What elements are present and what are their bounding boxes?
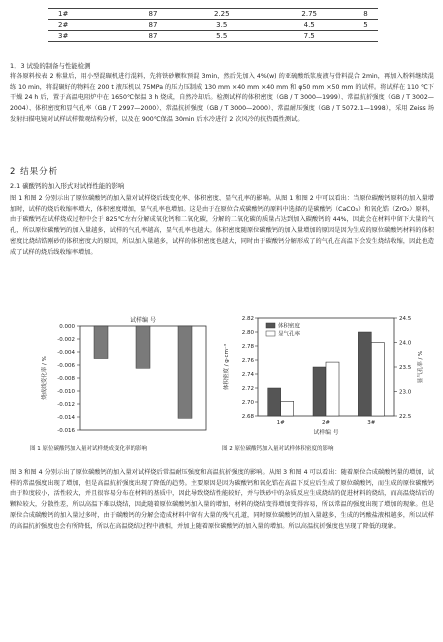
x-tick-label: 2# bbox=[321, 420, 331, 426]
table-cell: 87 bbox=[128, 20, 178, 31]
data-table bbox=[48, 8, 378, 42]
y-tick-label: 0.000 bbox=[59, 324, 75, 330]
y-tick-label: 2.80 bbox=[241, 330, 254, 336]
table-cell: 3# bbox=[48, 31, 128, 42]
table-cell bbox=[353, 31, 378, 42]
table-row bbox=[48, 31, 378, 42]
x-tick-label: 1# bbox=[276, 420, 285, 426]
y-tick-label: -0.014 bbox=[57, 415, 75, 421]
bar bbox=[136, 326, 150, 368]
y-tick-label: 2.74 bbox=[241, 372, 254, 378]
bar bbox=[178, 326, 192, 418]
y-tick-label: 2.68 bbox=[241, 414, 254, 420]
y-axis-label: 体积密度 / g·cm⁻³ bbox=[224, 343, 230, 391]
subsection-heading-2-1: 2.1 碳酸钙的加入形式对试样性能的影响 bbox=[10, 182, 125, 190]
table-cell: 4.5 bbox=[265, 20, 352, 31]
paragraph-2-1-a: 图 1 和图 2 分别示出了原位碳酸钙的加入量对试样烧后线变化率、体积密度、显气孔率的影响。从图 1 和图 2 中可以看出：当原位碳酸钙原料的加入量增加时，试样的烧后收缩率增大，体积密度增加，显气孔率也增加。这是由于在原位合成碳酸钙的原料中选择的是碳酸钙（CaCO₃）和氧化锆（ZrO₂）原料，由于碳酸钙在试样烧成过程中会于 825℃左右分解成氧化钙和二氧化碳，分解的二氧化碳的质量占达到加入碳酸钙的 44%，因此会在材料中留下大量的气孔，所以原位碳酸钙的加入量越多，试样的气孔率越高，显气孔率也越大。体积密度随原位碳酸钙的加入量增加的原因是因为生成的原位碳酸钙材料的体积密度比烧结锆刚砂的体积密度大的原因，所以加入量越多，试样的体积密度也越大，同时由于碳酸钙分解形成了的气孔在高温下会发生烧结收缩，因此也造成了试样的烧后线收缩率增加。 bbox=[10, 195, 434, 256]
table-cell: 5 bbox=[353, 20, 378, 31]
y-tick-label: -0.006 bbox=[57, 363, 75, 369]
table-cell: 7.5 bbox=[265, 31, 352, 42]
y-tick-label: -0.004 bbox=[57, 350, 75, 356]
bar-density bbox=[313, 367, 326, 416]
section-heading-2: 2 结果分析 bbox=[10, 167, 59, 177]
y2-tick-label: 23.0 bbox=[399, 389, 412, 396]
y2-axis-label: 显气孔率 / % bbox=[418, 350, 424, 384]
table-cell: 87 bbox=[128, 31, 178, 42]
y-tick-label: -0.012 bbox=[57, 402, 75, 408]
x-tick-label: 3# bbox=[367, 420, 376, 426]
y-tick-label: -0.002 bbox=[57, 337, 75, 343]
table-row bbox=[48, 20, 378, 31]
table-cell: 2.75 bbox=[265, 9, 352, 20]
table-cell: 1# bbox=[48, 9, 128, 20]
legend-label: 显气孔率 bbox=[278, 331, 301, 338]
y-tick-label: -0.010 bbox=[57, 389, 75, 395]
figure-1-caption: 图 1 原位碳酸钙加入量对试样烧成变化率的影响 bbox=[30, 446, 147, 452]
table-cell: 3.5 bbox=[178, 20, 265, 31]
legend-swatch bbox=[266, 331, 275, 336]
bar-porosity bbox=[371, 343, 384, 417]
bar-density bbox=[268, 388, 281, 416]
y-tick-label: 2.70 bbox=[241, 400, 254, 406]
y2-tick-label: 22.5 bbox=[399, 414, 412, 420]
y-tick-label: 2.82 bbox=[241, 316, 254, 322]
figure-2-chart bbox=[218, 312, 428, 440]
y-tick-label: 2.78 bbox=[241, 344, 254, 350]
table-cell: 87 bbox=[128, 9, 178, 20]
y2-tick-label: 23.5 bbox=[399, 365, 412, 371]
table-cell: 5.5 bbox=[178, 31, 265, 42]
y-tick-label: 2.72 bbox=[241, 386, 254, 392]
y-axis-label: 烧成线变化率 / % bbox=[42, 356, 48, 400]
bar-porosity bbox=[281, 401, 294, 416]
bar-density bbox=[358, 332, 371, 416]
y-tick-label: -0.016 bbox=[57, 428, 75, 434]
bar-porosity bbox=[326, 362, 339, 416]
figure-1-chart bbox=[28, 312, 218, 440]
y2-tick-label: 24.5 bbox=[399, 316, 412, 322]
legend-label: 体积密度 bbox=[278, 323, 301, 330]
table-row bbox=[48, 9, 378, 20]
x-axis-label: 试样编 号 bbox=[313, 430, 339, 436]
figure-2-caption: 图 2 原位碳酸钙加入量对试样体积密度的影响 bbox=[222, 446, 334, 452]
chart-title: 试样编 号 bbox=[130, 317, 156, 324]
paragraph-1-3: 将各原料按表 2 称量后，用小型混碾机进行混料，先将铁砂颗粒预混 3min，然后先加入 4%(w) 的亚硫酸纸浆废液与骨料混合 2min，再加入粉料继续混练 10 min，将混碾好的物料在 200 t 液压机以 75MPa 的压力压制成 130 mm ×40 mm ×40 mm 和 φ50 mm ×50 mm 的试样。将试样在 110 ℃下干燥 24 h 后，置于高温电阻炉中在 1650℃保温 3 h 烧成，自然冷却后。检测试样的体积密度（GB / T 3000—1999）、常温抗折强度（GB / T 3002—2004）、体积密度和显气孔率（GB / T 2997—2000）、常温抗折强度（GB / T 3000—2000）、常温耐压强度（GB / T 5072.1—1998），采用 Zeiss 场发射扫描电镜对试样试样微观结构分析，以及在 900℃保温 30min 后水冷进行 2 次风冷的抗热震性测试。 bbox=[10, 73, 434, 123]
legend-swatch bbox=[266, 323, 275, 328]
table-cell: 2# bbox=[48, 20, 128, 31]
y2-tick-label: 24.0 bbox=[399, 340, 412, 347]
table-cell: 8 bbox=[353, 9, 378, 20]
y-tick-label: -0.008 bbox=[57, 376, 75, 382]
table-cell: 2.25 bbox=[178, 9, 265, 20]
paragraph-2-1-b: 图 3 和图 4 分别示出了原位碳酸钙的加入量对试样烧后常温耐压强度和高温抗折强度的影响。从图 3 和图 4 可以看出：随着原位合成碳酸钙量的增加，试样的常温强度出现了增加，但是高温抗折强度出现了降低的趋势。主要原因是因为碳酸钙和氧化锆在高温下反应后生成了原位碳酸钙，而生成的原位碳酸钙由于粒度较小，活性较大，并且很容易分布在材料的基质中，因此导致烧结性能较好，并与铁砂中的杂质反应生成烧结的促进材料的烧结，而高温烧结后的颗粒较大，分散性差，所以高温下难以烧结，因此随着原位碳酸钙加入量的增加，材料的烧结变得增加变得容易，所以常温的强度出现了增加的现象。但是原位合成碳酸钙的加入量过多时，由于碳酸钙的分解会造成材料中留有大量的残气孔道，同时原位碳酸钙的加入量越多，生成的钙酸盐液相越多，所以试样的高温抗折强度也会有所降低，所以在高温烧结过程中液相，并加上随着原位碳酸钙的加入量的增加。所以高温抗折强度也呈现了降低的现象。 bbox=[10, 469, 434, 530]
y-tick-label: 2.76 bbox=[241, 358, 254, 364]
bar bbox=[94, 326, 108, 359]
section-heading-1-3: 1．3 试验的制备与性能检测 bbox=[10, 62, 91, 70]
